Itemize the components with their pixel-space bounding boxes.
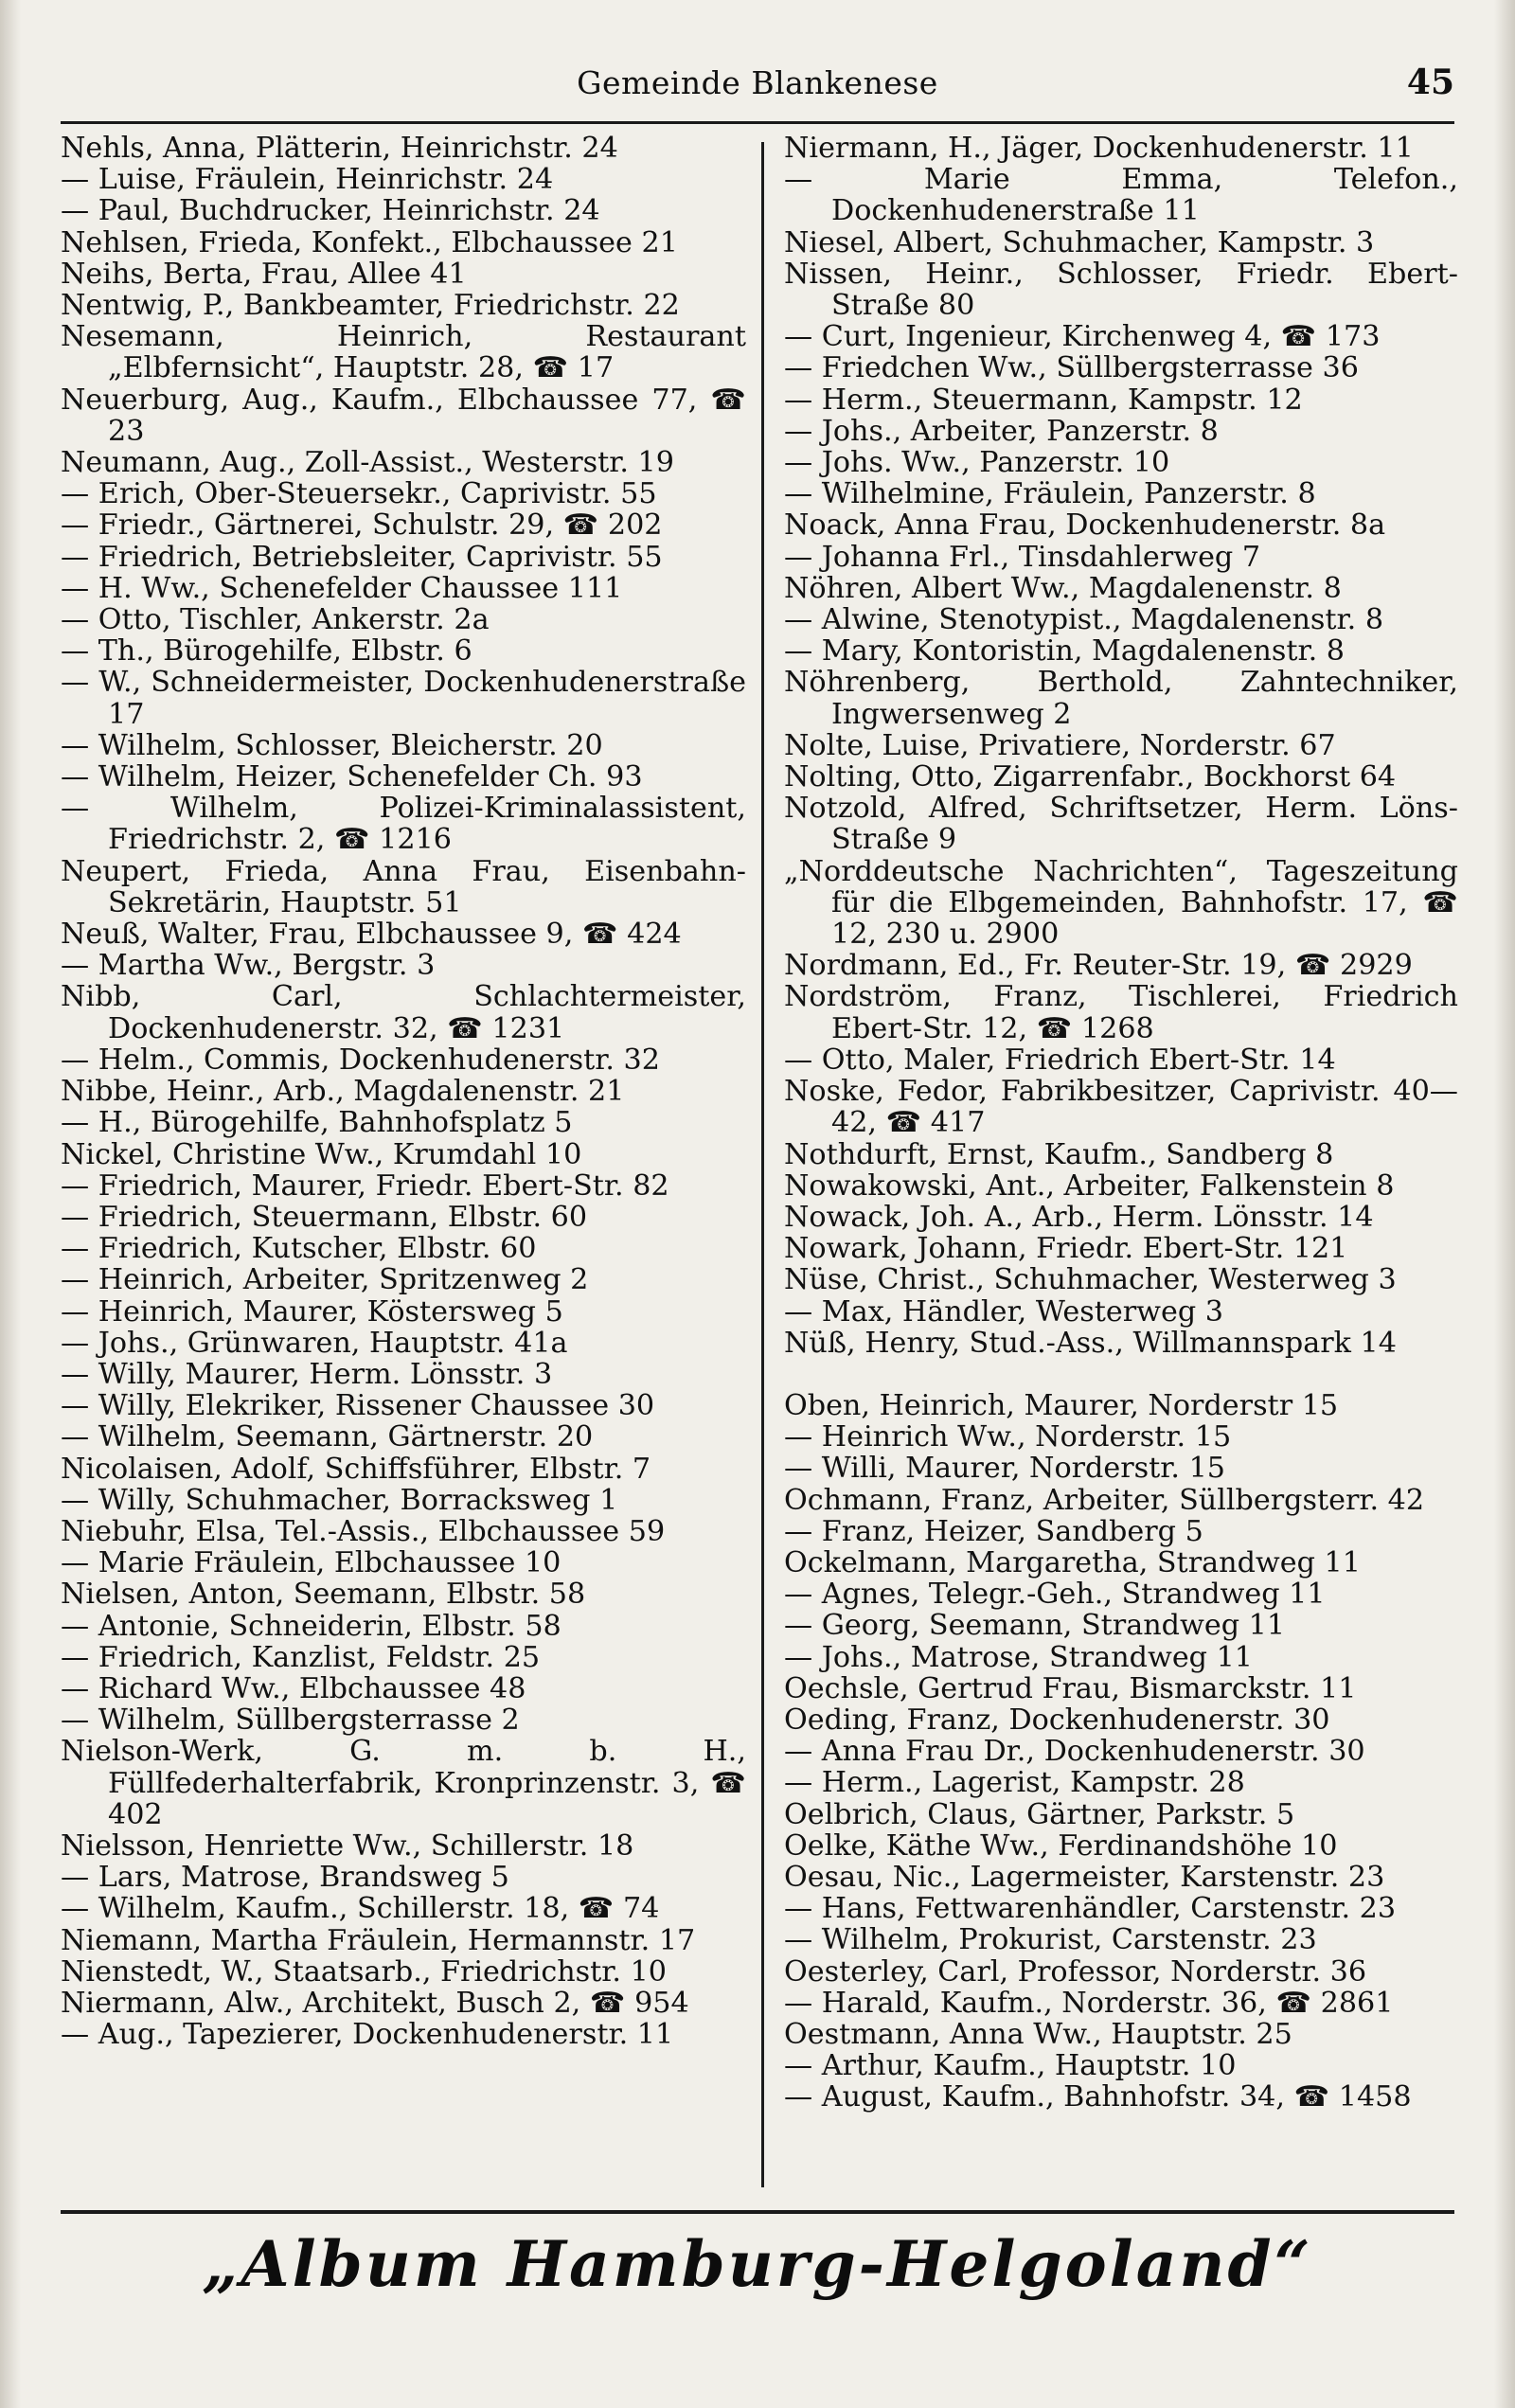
- directory-entry: — Friedchen Ww., Süllbergsterrasse 36: [784, 351, 1359, 385]
- directory-entry: — H. Ww., Schenefelder Chaussee 111: [61, 571, 623, 605]
- directory-entry: — Harald, Kaufm., Norderstr. 36, ☎ 2861: [784, 1986, 1394, 2020]
- directory-entry: — Anna Frau Dr., Dockenhudenerstr. 30: [784, 1735, 1365, 1769]
- directory-entry: Nielsson, Henriette Ww., Schillerstr. 18: [61, 1828, 634, 1863]
- directory-entry: Neuß, Walter, Frau, Elbchaussee 9, ☎ 424: [61, 918, 682, 952]
- directory-entry: Oben, Heinrich, Maurer, Norderstr 15: [784, 1388, 1339, 1422]
- directory-entry: Ochmann, Franz, Arbeiter, Süllbergsterr. 42: [784, 1483, 1425, 1517]
- directory-entry: Nibbe, Heinr., Arb., Magdalenenstr. 21: [61, 1075, 625, 1109]
- directory-entry: — Friedr., Gärtnerei, Schulstr. 29, ☎ 202: [61, 508, 663, 543]
- directory-entry: Nordström, Franz, Tischlerei, Friedrich Ebert-Str. 12, ☎ 1268: [784, 980, 1458, 1045]
- directory-entry: — Johs., Arbeiter, Panzerstr. 8: [784, 414, 1219, 448]
- directory-entry: — Mary, Kontoristin, Magdalenenstr. 8: [784, 634, 1345, 669]
- page-title: Gemeinde Blankenese: [577, 64, 938, 101]
- directory-entry: Neuerburg, Aug., Kaufm., Elbchaussee 77, ☎ 23: [61, 383, 746, 448]
- directory-entry: — Martha Ww., Bergstr. 3: [61, 949, 436, 983]
- directory-entry: Nibb, Carl, Schlachtermeister, Dockenhudenerstr. 32, ☎ 1231: [61, 980, 746, 1045]
- directory-entry: — Wilhelm, Süllbergsterrasse 2: [61, 1703, 520, 1738]
- directory-entry: Notzold, Alfred, Schriftsetzer, Herm. Löns-Straße 9: [784, 792, 1458, 857]
- directory-entry: Oechsle, Gertrud Frau, Bismarckstr. 11: [784, 1671, 1357, 1705]
- directory-entry: Neupert, Frieda, Anna Frau, Eisenbahn-Sekretärin, Hauptstr. 51: [61, 854, 746, 919]
- directory-entry: Nordmann, Ed., Fr. Reuter-Str. 19, ☎ 2929: [784, 949, 1413, 983]
- directory-entry: — Antonie, Schneiderin, Elbstr. 58: [61, 1609, 561, 1643]
- directory-entry: — Otto, Maler, Friedrich Ebert-Str. 14: [784, 1043, 1336, 1077]
- directory-entry: — H., Bürogehilfe, Bahnhofsplatz 5: [61, 1106, 573, 1140]
- directory-entry: Nöhren, Albert Ww., Magdalenenstr. 8: [784, 571, 1342, 605]
- directory-entry: Nüse, Christ., Schuhmacher, Westerweg 3: [784, 1263, 1397, 1297]
- directory-entry: Niemann, Martha Fräulein, Hermannstr. 17: [61, 1923, 696, 1957]
- directory-entry: — Franz, Heizer, Sandberg 5: [784, 1514, 1203, 1548]
- directory-entry: — Johs. Ww., Panzerstr. 10: [784, 446, 1170, 480]
- footer-rule: [61, 2210, 1454, 2214]
- directory-entry: „Norddeutsche Nachrichten“, Tageszeitung für die Elbgemeinden, Bahnhofstr. 17, ☎ 12, 230 u. 2900: [784, 854, 1458, 952]
- directory-entry: Niermann, H., Jäger, Dockenhudenerstr. 11: [784, 132, 1414, 165]
- directory-entry: Oelke, Käthe Ww., Ferdinandshöhe 10: [784, 1828, 1338, 1863]
- directory-entry: — Herm., Lagerist, Kampstr. 28: [784, 1766, 1245, 1800]
- directory-entry: — Friedrich, Betriebsleiter, Caprivistr. 55: [61, 540, 663, 574]
- page-number: 45: [1406, 62, 1454, 102]
- directory-entry: Niermann, Alw., Architekt, Busch 2, ☎ 954: [61, 1986, 689, 2020]
- directory-entry: — Georg, Seemann, Strandweg 11: [784, 1609, 1286, 1643]
- directory-entry: Nesemann, Heinrich, Restaurant „Elbfernsicht“, Hauptstr. 28, ☎ 17: [61, 320, 746, 385]
- directory-entry: Nentwig, P., Bankbeamter, Friedrichstr. 22: [61, 289, 680, 323]
- directory-entry: — Johanna Frl., Tinsdahlerweg 7: [784, 540, 1261, 574]
- directory-entry: — Wilhelm, Prokurist, Carstenstr. 23: [784, 1923, 1317, 1957]
- directory-entry: — Wilhelm, Polizei-Kriminalassistent, Friedrichstr. 2, ☎ 1216: [61, 792, 746, 857]
- left-column: [61, 133, 746, 2050]
- directory-entry: Nolting, Otto, Zigarrenfabr., Bockhorst 64: [784, 760, 1397, 794]
- directory-entry: — Marie Fräulein, Elbchaussee 10: [61, 1546, 561, 1580]
- directory-entry: — Alwine, Stenotypist., Magdalenenstr. 8: [784, 603, 1384, 637]
- directory-entry: — Wilhelm, Kaufm., Schillerstr. 18, ☎ 74: [61, 1892, 660, 1926]
- directory-entry: — Heinrich Ww., Norderstr. 15: [784, 1420, 1232, 1454]
- directory-entry: Nowack, Joh. A., Arb., Herm. Lönsstr. 14: [784, 1200, 1374, 1234]
- directory-entry: Nicolaisen, Adolf, Schiffsführer, Elbstr. 7: [61, 1452, 651, 1486]
- directory-entry: Nielsen, Anton, Seemann, Elbstr. 58: [61, 1578, 586, 1612]
- directory-entry: — Wilhelm, Schlosser, Bleicherstr. 20: [61, 728, 603, 762]
- directory-entry: — Wilhelm, Seemann, Gärtnerstr. 20: [61, 1420, 594, 1454]
- directory-entry: — Max, Händler, Westerweg 3: [784, 1294, 1223, 1329]
- scan-edge-right: [1494, 0, 1515, 2408]
- directory-entry: — Marie Emma, Telefon., Dockenhudenerstraße 11: [784, 163, 1458, 228]
- directory-entry: — Hans, Fettwarenhändler, Carstenstr. 23: [784, 1892, 1397, 1926]
- scan-edge-left: [0, 0, 21, 2408]
- directory-entry: Niesel, Albert, Schuhmacher, Kampstr. 3: [784, 225, 1375, 259]
- directory-entry: — Heinrich, Maurer, Köstersweg 5: [61, 1294, 563, 1329]
- directory-entry: — Willy, Maurer, Herm. Lönsstr. 3: [61, 1357, 553, 1391]
- directory-entry: — Johs., Matrose, Strandweg 11: [784, 1640, 1254, 1674]
- directory-entry: Nehlsen, Frieda, Konfekt., Elbchaussee 21: [61, 225, 678, 259]
- directory-entry: Nolte, Luise, Privatiere, Norderstr. 67: [784, 728, 1336, 762]
- directory-entry: — Heinrich, Arbeiter, Spritzenweg 2: [61, 1263, 589, 1297]
- right-column: [784, 133, 1458, 2114]
- directory-entry: — Lars, Matrose, Brandsweg 5: [61, 1861, 509, 1895]
- directory-entry: — Arthur, Kaufm., Hauptstr. 10: [784, 2049, 1237, 2083]
- directory-entry: — Friedrich, Kanzlist, Feldstr. 25: [61, 1640, 541, 1674]
- directory-entry: — W., Schneidermeister, Dockenhudenerstraße 17: [61, 666, 746, 731]
- directory-entry: — Th., Bürogehilfe, Elbstr. 6: [61, 634, 472, 669]
- directory-entry: Neumann, Aug., Zoll-Assist., Westerstr. 19: [61, 446, 674, 480]
- directory-entry: Oestmann, Anna Ww., Hauptstr. 25: [784, 2017, 1292, 2051]
- directory-entry: — Luise, Fräulein, Heinrichstr. 24: [61, 163, 554, 197]
- directory-entry: Nöhrenberg, Berthold, Zahntechniker, Ingwersenweg 2: [784, 666, 1458, 731]
- directory-entry: — Johs., Grünwaren, Hauptstr. 41a: [61, 1326, 568, 1360]
- directory-entry: — Otto, Tischler, Ankerstr. 2a: [61, 603, 490, 637]
- directory-entry: — Richard Ww., Elbchaussee 48: [61, 1671, 526, 1705]
- directory-entry: Oesterley, Carl, Professor, Norderstr. 36: [784, 1954, 1367, 1989]
- directory-entry: Oelbrich, Claus, Gärtner, Parkstr. 5: [784, 1797, 1295, 1831]
- directory-entry: Niebuhr, Elsa, Tel.-Assis., Elbchaussee 59: [61, 1514, 666, 1548]
- directory-entry: Ockelmann, Margaretha, Strandweg 11: [784, 1545, 1361, 1579]
- directory-entry: Nothdurft, Ernst, Kaufm., Sandberg 8: [784, 1137, 1334, 1171]
- column-divider: [761, 142, 764, 2187]
- directory-entry: — Friedrich, Kutscher, Elbstr. 60: [61, 1232, 537, 1266]
- footer-banner: „Album Hamburg-Helgoland“: [202, 2227, 1313, 2301]
- directory-entry: Neihs, Berta, Frau, Allee 41: [61, 257, 467, 291]
- directory-entry: — Willi, Maurer, Norderstr. 15: [784, 1452, 1226, 1486]
- page-header: [0, 59, 1515, 108]
- directory-entry: Oeding, Franz, Dockenhudenerstr. 30: [784, 1703, 1330, 1737]
- directory-entry: Nienstedt, W., Staatsarb., Friedrichstr. 10: [61, 1954, 668, 1989]
- directory-entry: — Agnes, Telegr.-Geh., Strandweg 11: [784, 1578, 1326, 1612]
- directory-entry: — Friedrich, Maurer, Friedr. Ebert-Str. 82: [61, 1168, 669, 1203]
- directory-entry: Nüß, Henry, Stud.-Ass., Willmannspark 14: [784, 1326, 1397, 1360]
- header-rule: [61, 121, 1454, 124]
- directory-entry: — Wilhelm, Heizer, Schenefelder Ch. 93: [61, 760, 643, 794]
- directory-entry: Oesau, Nic., Lagermeister, Karstenstr. 23: [784, 1860, 1385, 1894]
- directory-entry: Nowakowski, Ant., Arbeiter, Falkenstein 8: [784, 1168, 1395, 1203]
- directory-entry: Nowark, Johann, Friedr. Ebert-Str. 121: [784, 1232, 1348, 1266]
- directory-entry: Nehls, Anna, Plätterin, Heinrichstr. 24: [61, 132, 618, 165]
- directory-entry: — Wilhelmine, Fräulein, Panzerstr. 8: [784, 477, 1316, 511]
- directory-entry: — Herm., Steuermann, Kampstr. 12: [784, 383, 1303, 417]
- directory-entry: — Erich, Ober-Steuersekr., Caprivistr. 55: [61, 477, 657, 511]
- directory-entry: — Willy, Elekriker, Rissener Chaussee 30: [61, 1389, 655, 1423]
- directory-entry: Nickel, Christine Ww., Krumdahl 10: [61, 1137, 582, 1171]
- directory-entry: Noack, Anna Frau, Dockenhudenerstr. 8a: [784, 508, 1386, 543]
- directory-entry: Noske, Fedor, Fabrikbesitzer, Caprivistr. 40—42, ☎ 417: [784, 1075, 1458, 1140]
- directory-entry: — Friedrich, Steuermann, Elbstr. 60: [61, 1200, 588, 1234]
- directory-entry: — August, Kaufm., Bahnhofstr. 34, ☎ 1458: [784, 2080, 1412, 2114]
- directory-entry: — Aug., Tapezierer, Dockenhudenerstr. 11: [61, 2018, 674, 2052]
- directory-entry: Nielson-Werk, G. m. b. H., Füllfederhalterfabrik, Kronprinzenstr. 3, ☎ 402: [61, 1735, 746, 1831]
- directory-entry: Nissen, Heinr., Schlosser, Friedr. Ebert-Straße 80: [784, 257, 1458, 323]
- directory-entry: — Helm., Commis, Dockenhudenerstr. 32: [61, 1043, 660, 1077]
- directory-entry: — Willy, Schuhmacher, Borracksweg 1: [61, 1483, 618, 1517]
- directory-entry: — Paul, Buchdrucker, Heinrichstr. 24: [61, 194, 600, 228]
- directory-entry: — Curt, Ingenieur, Kirchenweg 4, ☎ 173: [784, 320, 1381, 354]
